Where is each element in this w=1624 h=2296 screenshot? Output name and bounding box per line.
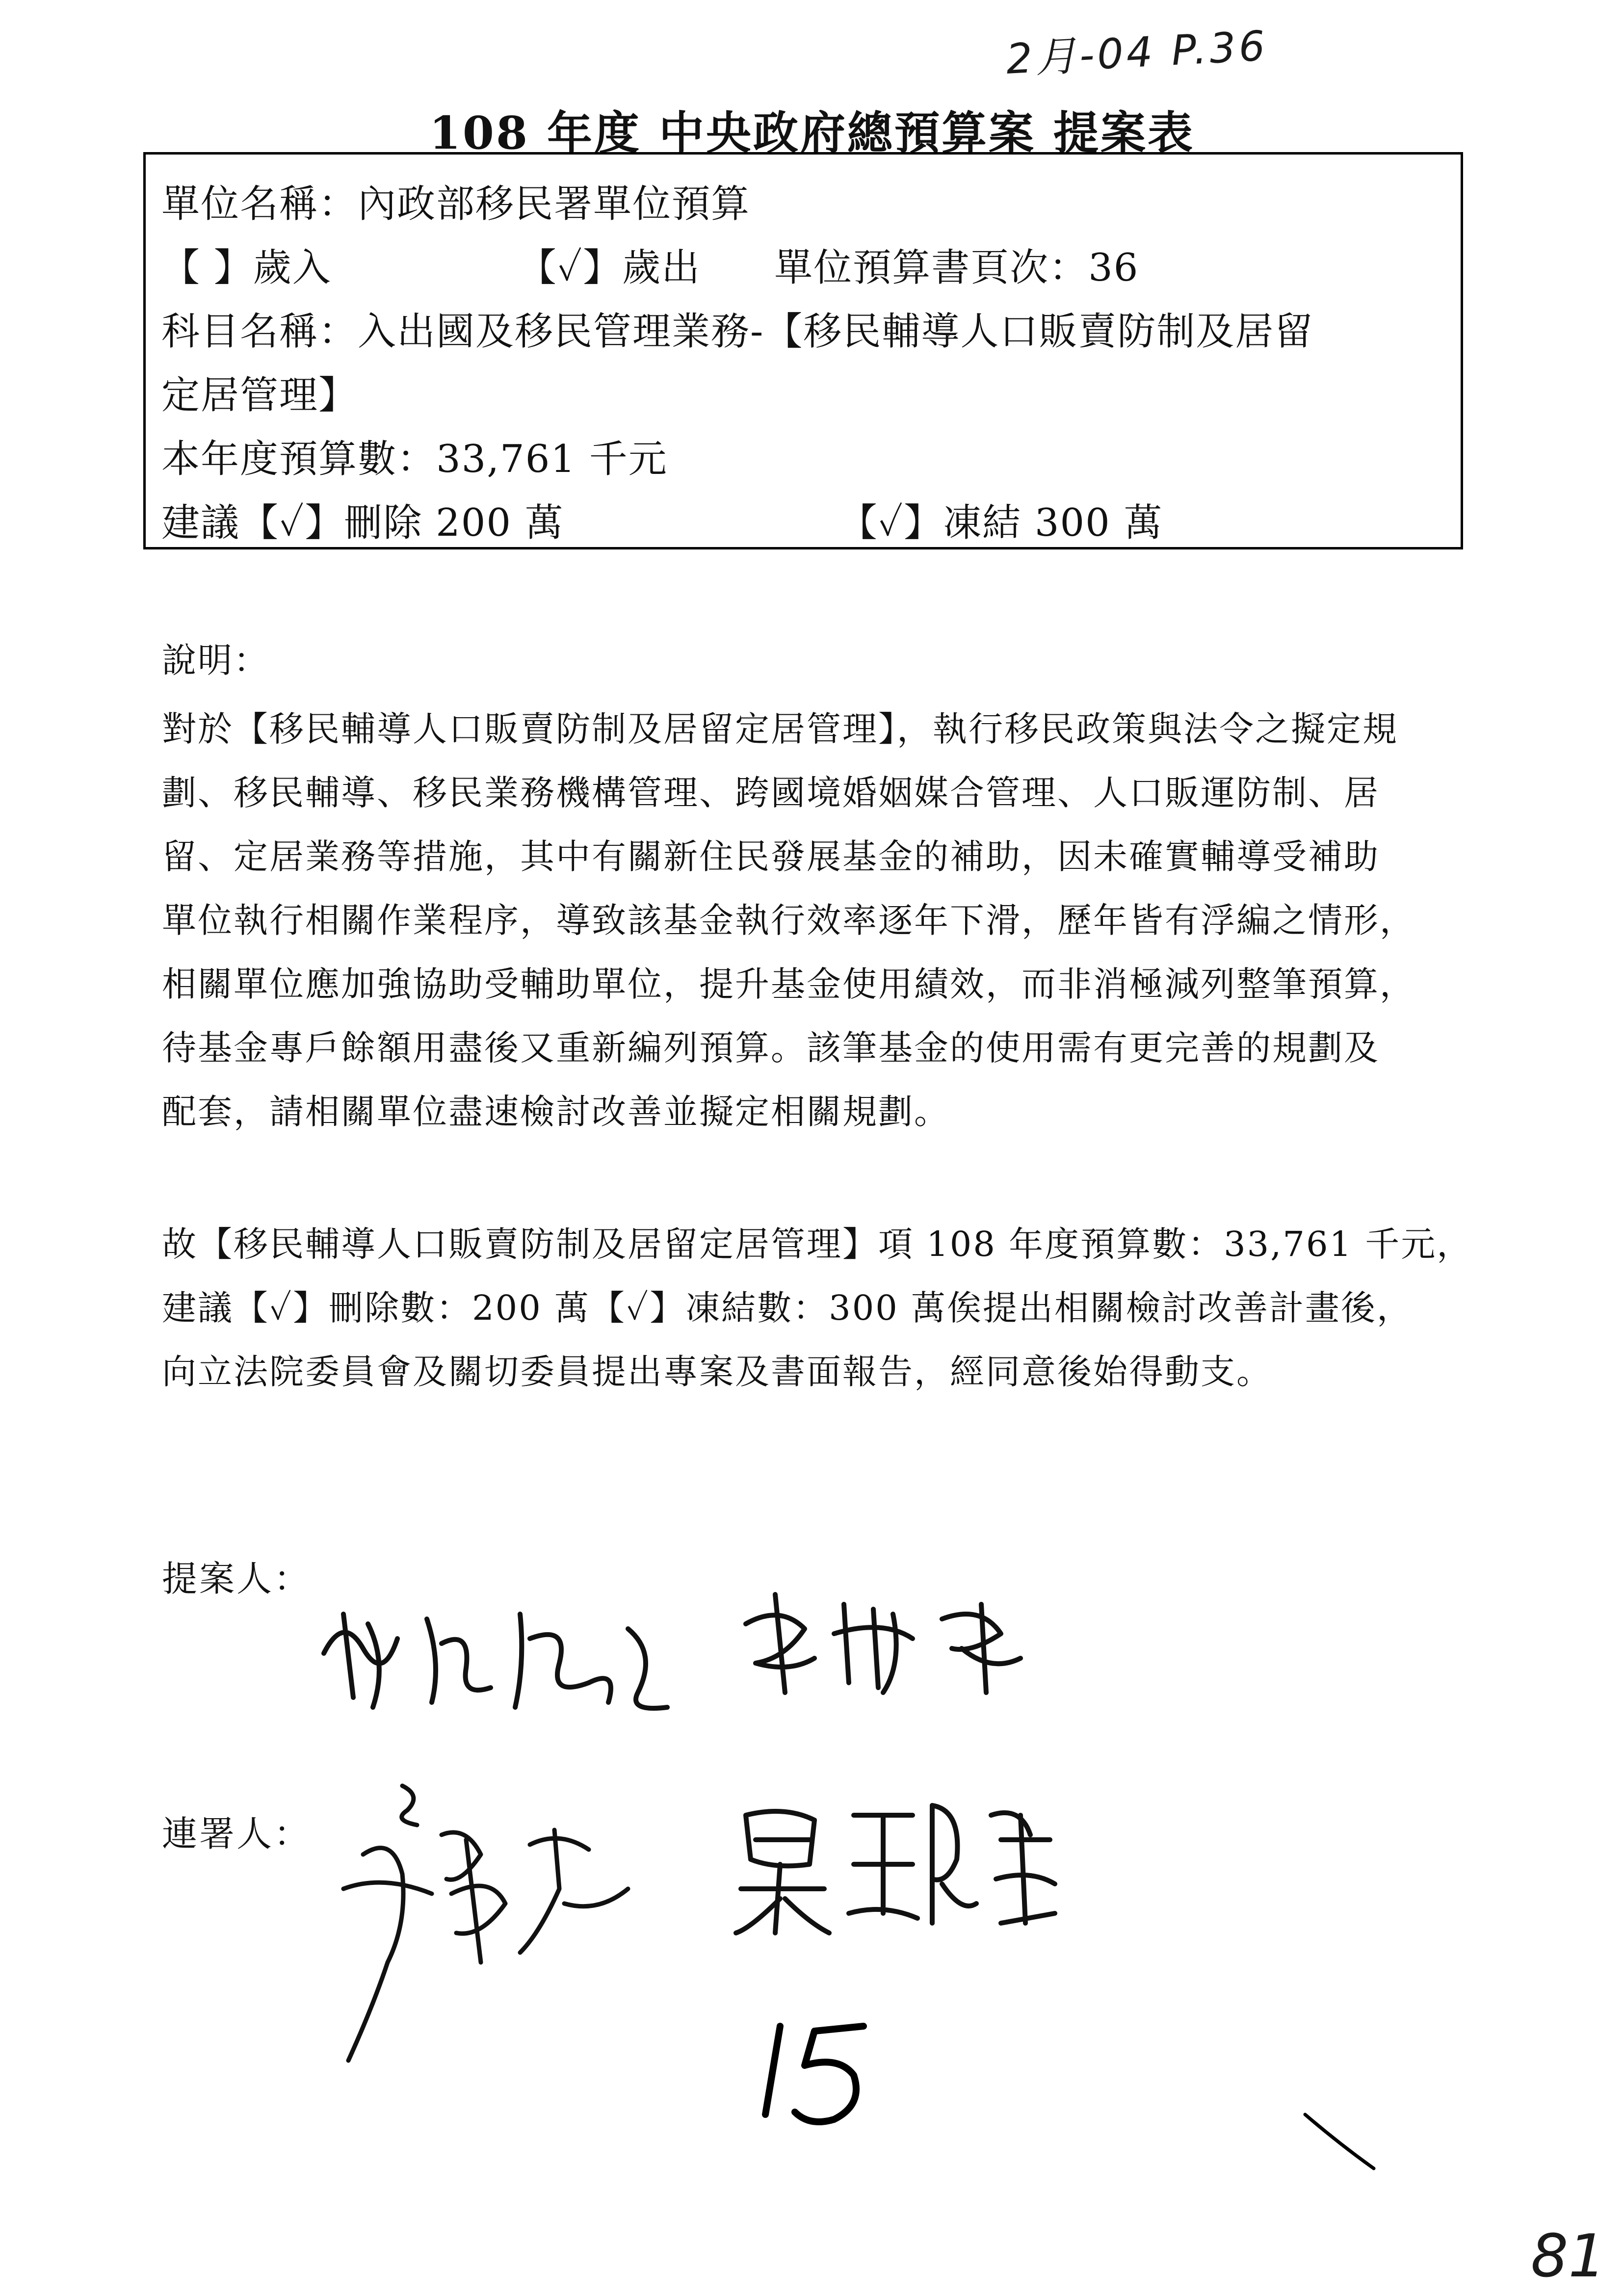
cosigner-signature-1 bbox=[334, 1776, 648, 2082]
revenue-checkbox: 【 】 bbox=[161, 246, 253, 290]
conclusion-line: 故【移民輔導人口販賣防制及居留定居管理】項 108 年度預算數：33,761 千元， bbox=[162, 1224, 1473, 1264]
folio-number: 81 bbox=[1531, 2222, 1606, 2291]
budget-row bbox=[161, 428, 668, 483]
unit-row bbox=[161, 173, 750, 228]
revenue-label: 歲入 bbox=[253, 246, 332, 290]
subject-line-1: 入出國及移民管理業務-【移民輔導人口販賣防制及居留 bbox=[358, 310, 1314, 354]
conclusion-line: 向立法院委員會及關切委員提出專案及書面報告，經同意後始得動支。 bbox=[162, 1352, 1272, 1392]
expense-checkbox: 【✓】 bbox=[518, 246, 623, 290]
proposal-info-box bbox=[143, 152, 1463, 549]
page-title: 108 年度 中央政府總預算案 提案表 bbox=[429, 106, 1195, 159]
subject-line-2: 定居管理】 bbox=[161, 373, 358, 417]
page-value: 36 bbox=[1088, 246, 1139, 290]
suggest-label: 建議 bbox=[161, 501, 240, 545]
budget-value: 33,761 千元 bbox=[436, 437, 668, 481]
unit-value: 內政部移民署單位預算 bbox=[358, 182, 751, 226]
delete-checkbox: 【✓】 bbox=[240, 501, 344, 545]
subject-row bbox=[161, 301, 1313, 356]
cosigner-signature-2 bbox=[726, 1786, 1060, 1950]
handwritten-stroke bbox=[1300, 2110, 1384, 2180]
page-label: 單位預算書頁次： bbox=[774, 246, 1089, 290]
suggestion-row bbox=[161, 492, 1163, 547]
budget-label: 本年度預算數： bbox=[161, 437, 437, 481]
freeze-checkbox: 【✓】 bbox=[838, 501, 943, 545]
subject-label: 科目名稱： bbox=[161, 310, 358, 354]
explanation-line: 待基金專戶餘額用盡後又重新編列預算。該筆基金的使用需有更完善的規劃及 bbox=[162, 1028, 1380, 1068]
handwritten-page-mark bbox=[751, 2011, 898, 2136]
handwritten-note: 2月-04 P.36 bbox=[1005, 22, 1269, 83]
delete-text: 刪除 200 萬 bbox=[344, 501, 564, 545]
explanation-line: 相關單位應加強協助受輔助單位，提升基金使用績效，而非消極減列整筆預算， bbox=[162, 964, 1415, 1004]
proposer-signature-1 bbox=[314, 1585, 687, 1734]
proposer-signature-2 bbox=[736, 1575, 1040, 1714]
explanation-line: 劃、移民輔導、移民業務機構管理、跨國境婚姻媒合管理、人口販運防制、居 bbox=[162, 773, 1380, 813]
explanation-heading: 說明： bbox=[162, 640, 269, 680]
conclusion-line: 建議【✓】刪除數：200 萬【✓】凍結數：300 萬俟提出相關檢討改善計畫後， bbox=[162, 1288, 1413, 1328]
subject-row-2 bbox=[161, 365, 358, 419]
type-row bbox=[161, 237, 1139, 292]
explanation-line: 對於【移民輔導人口販賣防制及居留定居管理】，執行移民政策與法令之擬定規 bbox=[162, 709, 1398, 749]
explanation-line: 留、定居業務等措施，其中有關新住民發展基金的補助，因未確實輔導受補助 bbox=[162, 836, 1380, 877]
explanation-line: 配套，請相關單位盡速檢討改善並擬定相關規劃。 bbox=[162, 1092, 950, 1132]
explanation-line: 單位執行相關作業程序，導致該基金執行效率逐年下滑，歷年皆有浮編之情形， bbox=[162, 900, 1415, 940]
unit-label: 單位名稱： bbox=[161, 182, 358, 226]
proposer-label: 提案人： bbox=[162, 1558, 312, 1599]
cosigner-label: 連署人： bbox=[162, 1813, 312, 1854]
expense-label: 歲出 bbox=[622, 246, 701, 290]
freeze-text: 凍結 300 萬 bbox=[943, 501, 1163, 545]
